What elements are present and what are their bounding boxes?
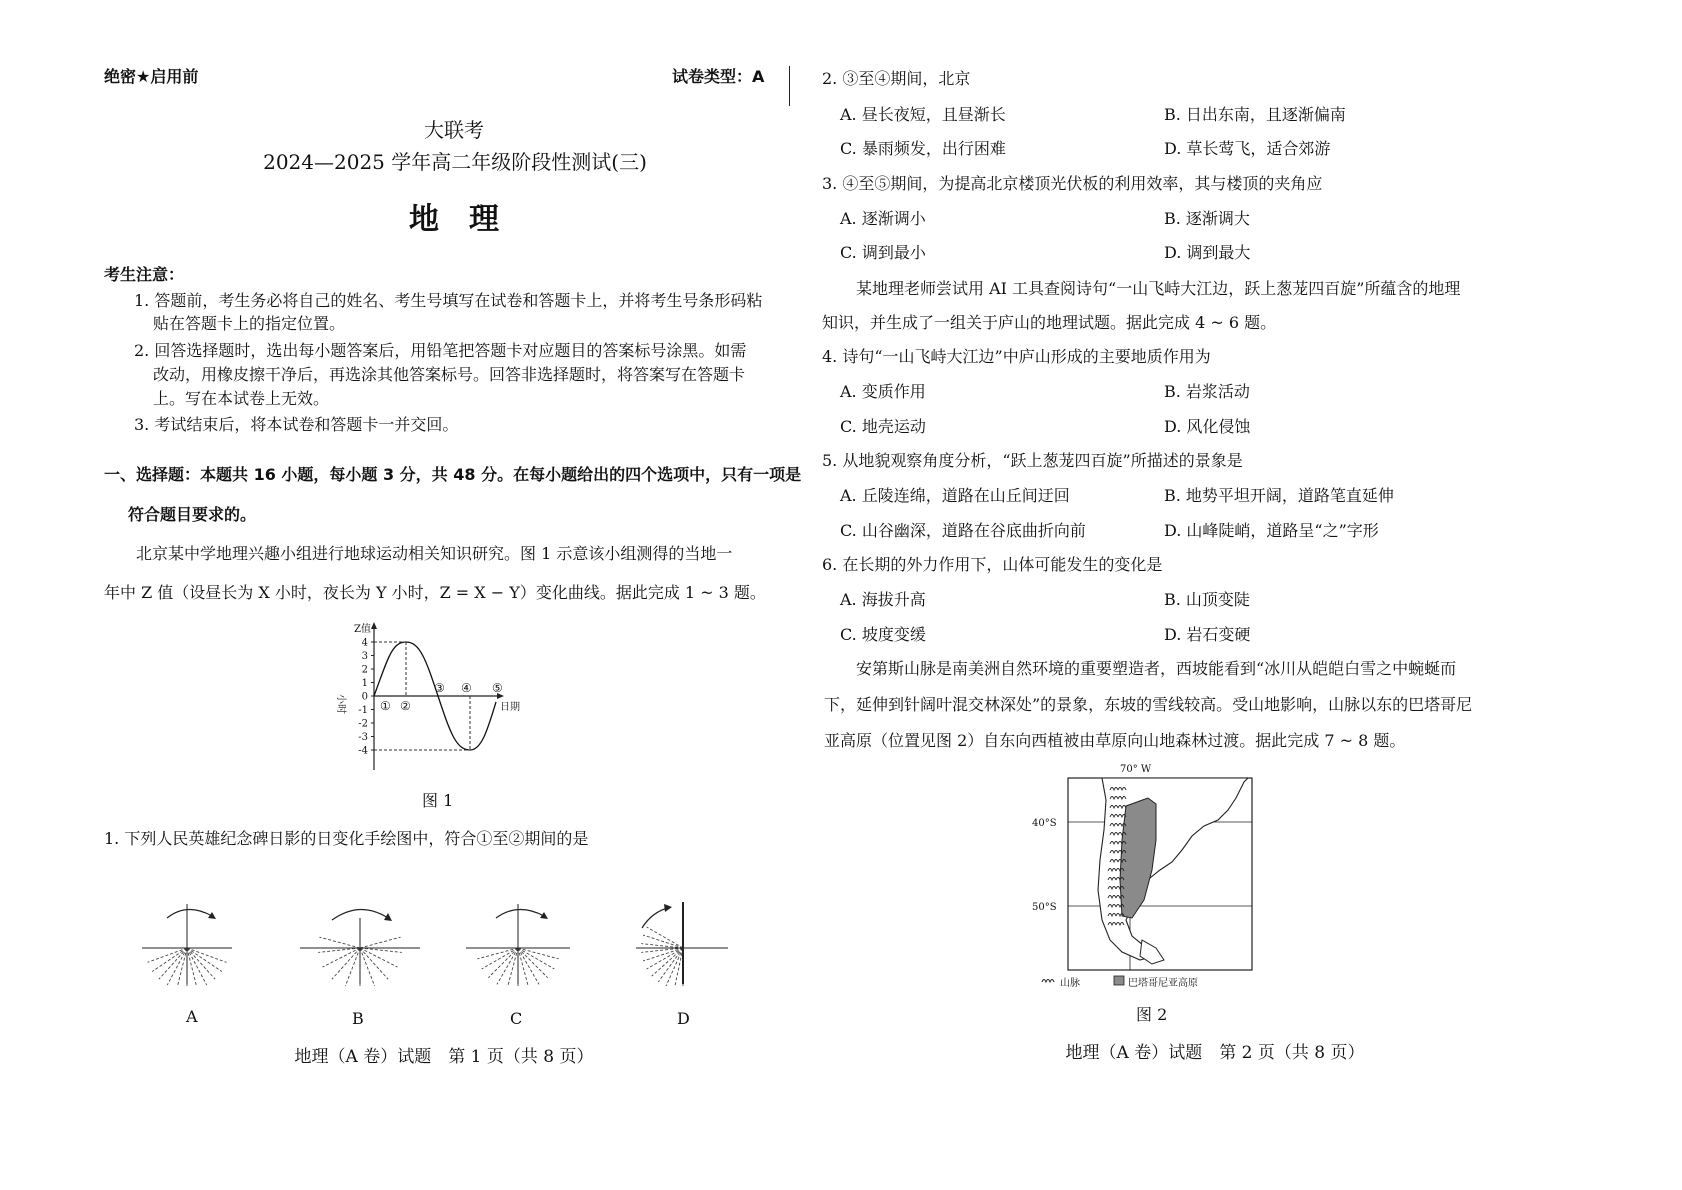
q1-shadow-diagram-d (628, 896, 738, 986)
footer-page-2: 地理（A 卷）试题 第 2 页（共 8 页） (1065, 1043, 1365, 1063)
marker-4: ④ (461, 681, 472, 695)
shadow-ray (148, 948, 187, 962)
q1-shadow-diagram-b (290, 896, 430, 986)
q2-option-a: A. 昼长夜短，且昼渐长 (840, 105, 1006, 124)
q5-option-c: C. 山谷幽深，道路在谷底曲折向前 (840, 521, 1086, 540)
legend-mountain-label: 山脉 (1060, 978, 1080, 989)
footer-page-1: 地理（A 卷）试题 第 1 页（共 8 页） (294, 1047, 594, 1067)
y-tick-label: 4 (361, 637, 368, 649)
notice-heading: 考生注意： (104, 265, 185, 284)
intro-1-3-line2: 年中 Z 值（设昼长为 X 小时，夜长为 Y 小时，Z = X − Y）变化曲线。据此完成 1 ~ 3 题。 (104, 583, 766, 602)
shadow-ray (319, 937, 360, 948)
figure-1-y-unit: 小时 (335, 694, 346, 714)
intro-7-8-line1: 安第斯山脉是南美洲自然环境的重要塑造者，西坡能看到“冰川从皑皑白雪之中蜿蜒而 (856, 659, 1457, 678)
q1-stem: 1. 下列人民英雄纪念碑日影的日变化手绘图中，符合①至②期间的是 (104, 829, 589, 848)
q6-stem: 6. 在长期的外力作用下，山体可能发生的变化是 (822, 555, 1163, 574)
shadow-ray (488, 948, 518, 978)
y-tick-label: 3 (361, 651, 368, 662)
lat-40s-label: 40°S (1032, 818, 1057, 829)
paper-type: 试卷类型：A (672, 67, 765, 86)
shadow-ray (652, 948, 683, 976)
shadow-ray (666, 948, 683, 986)
q4-option-d: D. 风化侵蚀 (1164, 417, 1251, 436)
marker-2: ② (400, 699, 411, 713)
intro-1-3-line1: 北京某中学地理兴趣小组进行地球运动相关知识研究。图 1 示意该小组测得的当地一 (136, 544, 733, 563)
intro-4-6-line1: 某地理老师尝试用 AI 工具查阅诗句“一山飞峙大江边，跃上葱茏四百旋”所蕴含的地理 (856, 279, 1461, 298)
y-tick-label: -4 (358, 745, 368, 757)
intro-7-8-line3: 亚高原（位置见图 2）自东向西植被由草原向山地森林过渡。据此完成 7 ~ 8 题。 (824, 731, 1406, 750)
q1-option-a: A (186, 1007, 198, 1026)
q6-option-b: B. 山顶变陡 (1164, 590, 1250, 609)
q3-option-b: B. 逐渐调大 (1164, 209, 1250, 228)
exam-subtitle: 2024—2025 学年高二年级阶段性测试(三) (263, 150, 647, 174)
shadow-ray (332, 948, 360, 979)
notice-item-1: 1. 答题前，考生务必将自己的姓名、考生号填写在试卷和答题卡上，并将考生号条形码粘 (134, 291, 763, 310)
q4-option-b: B. 岩浆活动 (1164, 382, 1250, 401)
shadow-ray (477, 948, 518, 959)
section-heading: 一、选择题：本题共 16 小题，每小题 3 分，共 48 分。在每小题给出的四个选项中，只有一项是 (104, 465, 802, 484)
q1-option-c: C (510, 1009, 523, 1028)
q1-shadow-diagram-c (458, 896, 578, 986)
legend-plateau-label: 巴塔哥尼亚高原 (1128, 978, 1198, 989)
q3-stem: 3. ④至⑤期间，为提高北京楼顶光伏板的利用效率，其与楼顶的夹角应 (822, 174, 1323, 193)
notice-item-1-cont: 贴在答题卡上的指定位置。 (153, 314, 346, 333)
q1-shadow-diagram-a (132, 896, 242, 986)
q2-option-d: D. 草长莺飞，适合郊游 (1164, 139, 1331, 158)
q3-option-d: D. 调到最大 (1164, 243, 1251, 262)
figure-2-longitude-label: 70° W (1120, 764, 1152, 775)
subject-title: 地 理 (409, 202, 499, 237)
q6-option-d: D. 岩石变硬 (1164, 625, 1251, 644)
shadow-ray (345, 948, 360, 986)
notice-item-2: 2. 回答选择题时，选出每小题答案后，用铅笔把答题卡对应题目的答案标号涂黑。如需 (134, 341, 747, 360)
y-tick-label: 2 (361, 664, 368, 676)
shadow-ray (187, 948, 226, 962)
shadow-ray (360, 948, 397, 967)
q3-option-a: A. 逐渐调小 (840, 209, 926, 228)
notice-item-2-cont: 改动，用橡皮擦干净后，再选涂其他答案标号。回答非选择题时，将答案写在答题卡 (153, 365, 746, 384)
q2-option-c: C. 暴雨频发，出行困难 (840, 139, 1006, 158)
q6-option-c: C. 坡度变缓 (840, 625, 926, 644)
figure-1-z-value-curve (330, 618, 550, 778)
figure-2-patagonia-map (1032, 760, 1262, 992)
figure-1-caption: 图 1 (422, 791, 454, 810)
shadow-ray (518, 948, 559, 959)
plateau-legend-swatch (1114, 976, 1124, 985)
page-2 (822, 0, 1682, 1190)
q5-option-a: A. 丘陵连绵，道路在山丘间迂回 (840, 486, 1070, 505)
q4-stem: 4. 诗句“一山飞峙大江边”中庐山形成的主要地质作用为 (822, 347, 1211, 366)
y-tick-label: -2 (358, 718, 368, 730)
y-tick-label: -1 (358, 705, 368, 716)
shadow-ray (360, 948, 388, 979)
q5-option-b: B. 地势平坦开阔，道路笔直延伸 (1164, 486, 1394, 505)
marker-1: ① (380, 699, 391, 713)
q1-option-b: B (352, 1009, 364, 1028)
q5-option-d: D. 山峰陡峭，道路呈“之”字形 (1164, 521, 1379, 540)
section-heading-cont: 符合题目要求的。 (128, 505, 257, 524)
q2-option-b: B. 日出东南，且逐渐偏南 (1164, 105, 1346, 124)
notice-item-2-cont2: 上。写在本试卷上无效。 (153, 389, 330, 408)
y-tick-label: -3 (358, 732, 368, 743)
mountain-legend-icon (1042, 980, 1054, 983)
notice-item-3: 3. 考试结束后，将本试卷和答题卡一并交回。 (134, 415, 459, 434)
figure-1-x-label: 日期 (500, 702, 520, 713)
q2-stem: 2. ③至④期间，北京 (822, 69, 971, 88)
secret-mark: 绝密★启用前 (104, 67, 199, 86)
shadow-ray (323, 948, 360, 967)
y-tick-label: 0 (361, 691, 368, 703)
figure-2-legend (1042, 976, 1198, 989)
shadow-ray (518, 948, 548, 978)
q5-stem: 5. 从地貌观察角度分析，“跃上葱茏四百旋”所描述的景象是 (822, 451, 1243, 470)
shadow-ray (318, 948, 360, 952)
figure-1-y-title: Z值 (354, 624, 371, 635)
intro-4-6-line2: 知识，并生成了一组关于庐山的地理试题。据此完成 4 ~ 6 题。 (822, 313, 1277, 332)
shadow-ray (360, 937, 401, 948)
shadow-ray (360, 948, 375, 986)
figure-2-caption: 图 2 (1136, 1005, 1168, 1024)
lat-50s-label: 50°S (1032, 902, 1057, 913)
marker-3: ③ (434, 681, 445, 695)
q1-option-d: D (677, 1009, 690, 1028)
exam-name: 大联考 (424, 118, 484, 142)
q3-option-c: C. 调到最小 (840, 243, 926, 262)
shadow-ray (187, 948, 207, 985)
shadow-ray (167, 948, 187, 985)
page-divider (789, 66, 790, 106)
y-tick-label: 1 (361, 678, 368, 689)
intro-7-8-line2: 下，延伸到针阔叶混交林深处”的景象，东坡的雪线较高。受山地影响，山脉以东的巴塔哥尼 (824, 695, 1473, 714)
q6-option-a: A. 海拔升高 (840, 590, 926, 609)
marker-5: ⑤ (492, 681, 503, 695)
q4-option-a: A. 变质作用 (840, 382, 926, 401)
shadow-ray (360, 948, 402, 952)
q4-option-c: C. 地壳运动 (840, 417, 926, 436)
